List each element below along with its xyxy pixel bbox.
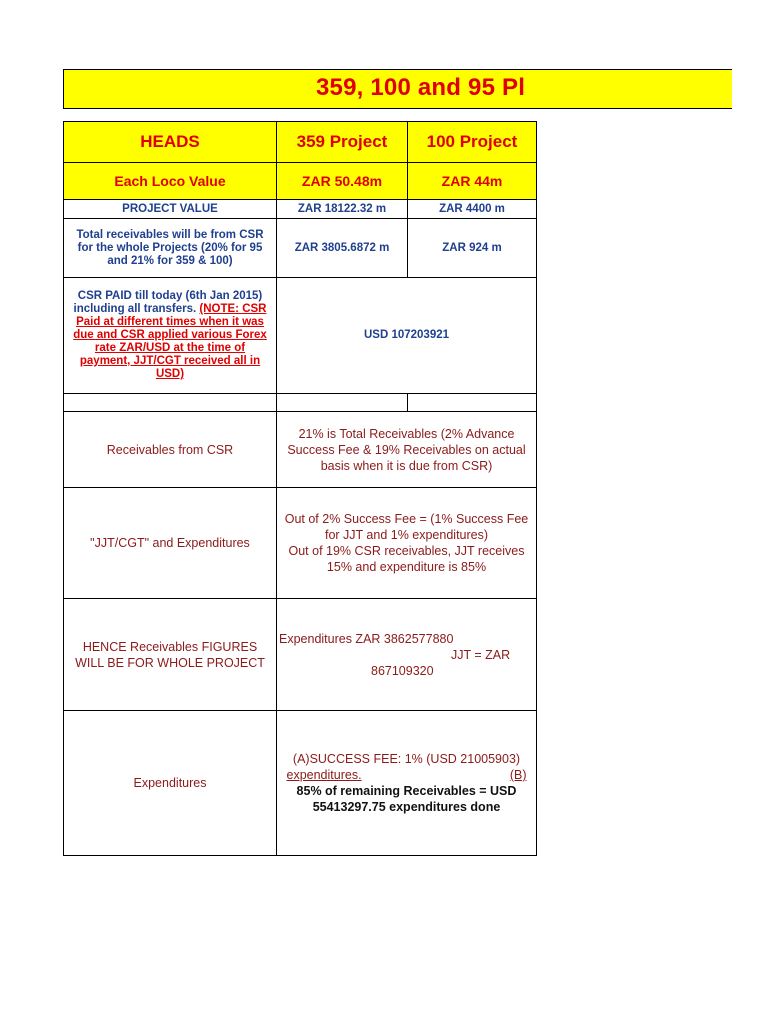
jjt-cgt-value bbox=[276, 487, 537, 599]
loco-value-359: ZAR 50.48m bbox=[276, 162, 408, 200]
expenditures-line-2a bbox=[287, 767, 510, 783]
jjt-cgt-line-1: Out of 2% Success Fee = (1% Success Fee for JJT and 1% expenditures) bbox=[284, 512, 529, 542]
hence-jjt: JJT = ZAR bbox=[451, 648, 511, 662]
project-value-100: ZAR 4400 m bbox=[407, 199, 537, 219]
hence-expenditures: Expenditures ZAR 3862577880 bbox=[279, 632, 454, 646]
header-100-project: 100 Project bbox=[407, 121, 537, 163]
csr-paid-value: USD 107203921 bbox=[276, 277, 537, 394]
loco-value-100: ZAR 44m bbox=[407, 162, 537, 200]
project-value-label: PROJECT VALUE bbox=[63, 199, 277, 219]
csr-paid-main: CSR PAID till today (6th Jan 2015) including all transfers. bbox=[73, 290, 263, 315]
expenditures-value bbox=[276, 710, 537, 856]
total-receivables-label: Total receivables will be from CSR for the whole Projects (20% for 95 and 21% for 359 & 100) bbox=[63, 218, 277, 278]
expenditures-line-2 bbox=[287, 767, 527, 783]
expenditures-label: Expenditures bbox=[63, 710, 277, 856]
jjt-cgt-line-2: Out of 19% CSR receivables, JJT receives 15% and expenditure is 85% bbox=[288, 544, 525, 574]
total-receivables-100: ZAR 924 m bbox=[407, 218, 537, 278]
title-banner bbox=[63, 69, 732, 109]
csr-paid-label bbox=[63, 277, 277, 394]
page-title: 359, 100 and 95 Pl bbox=[316, 74, 526, 101]
hence-jjt-value: 867109320 bbox=[371, 664, 434, 678]
csr-paid-text bbox=[70, 290, 270, 381]
empty-cell-359 bbox=[276, 393, 408, 412]
expenditures-line-3: 85% of remaining Receivables = USD 55413297.75 expenditures done bbox=[296, 784, 517, 814]
empty-cell-100 bbox=[407, 393, 537, 412]
hence-value bbox=[276, 598, 537, 711]
expenditures-line-2b: (B) bbox=[509, 768, 527, 782]
loco-value-label: Each Loco Value bbox=[63, 162, 277, 200]
expenditures-word: expenditures. bbox=[286, 768, 362, 782]
receivables-csr-value: 21% is Total Receivables (2% Advance Success Fee & 19% Receivables on actual basis when it is due from CSR) bbox=[276, 411, 537, 488]
jjt-cgt-label: "JJT/CGT" and Expenditures bbox=[63, 487, 277, 599]
total-receivables-359: ZAR 3805.6872 m bbox=[276, 218, 408, 278]
expenditures-line-1: (A)SUCCESS FEE: 1% (USD 21005903) bbox=[292, 752, 521, 766]
hence-label: HENCE Receivables FIGURES WILL BE FOR WHOLE PROJECT bbox=[63, 598, 277, 711]
csr-paid-note: (NOTE: CSR Paid at different times when it was due and CSR applied various Forex rate ZAR/USD at the time of payment, JJT/CGT received all in USD) bbox=[73, 303, 267, 380]
header-heads: HEADS bbox=[63, 121, 277, 163]
project-value-359: ZAR 18122.32 m bbox=[276, 199, 408, 219]
receivables-csr-label: Receivables from CSR bbox=[63, 411, 277, 488]
empty-cell-heads bbox=[63, 393, 277, 412]
header-359-project: 359 Project bbox=[276, 121, 408, 163]
